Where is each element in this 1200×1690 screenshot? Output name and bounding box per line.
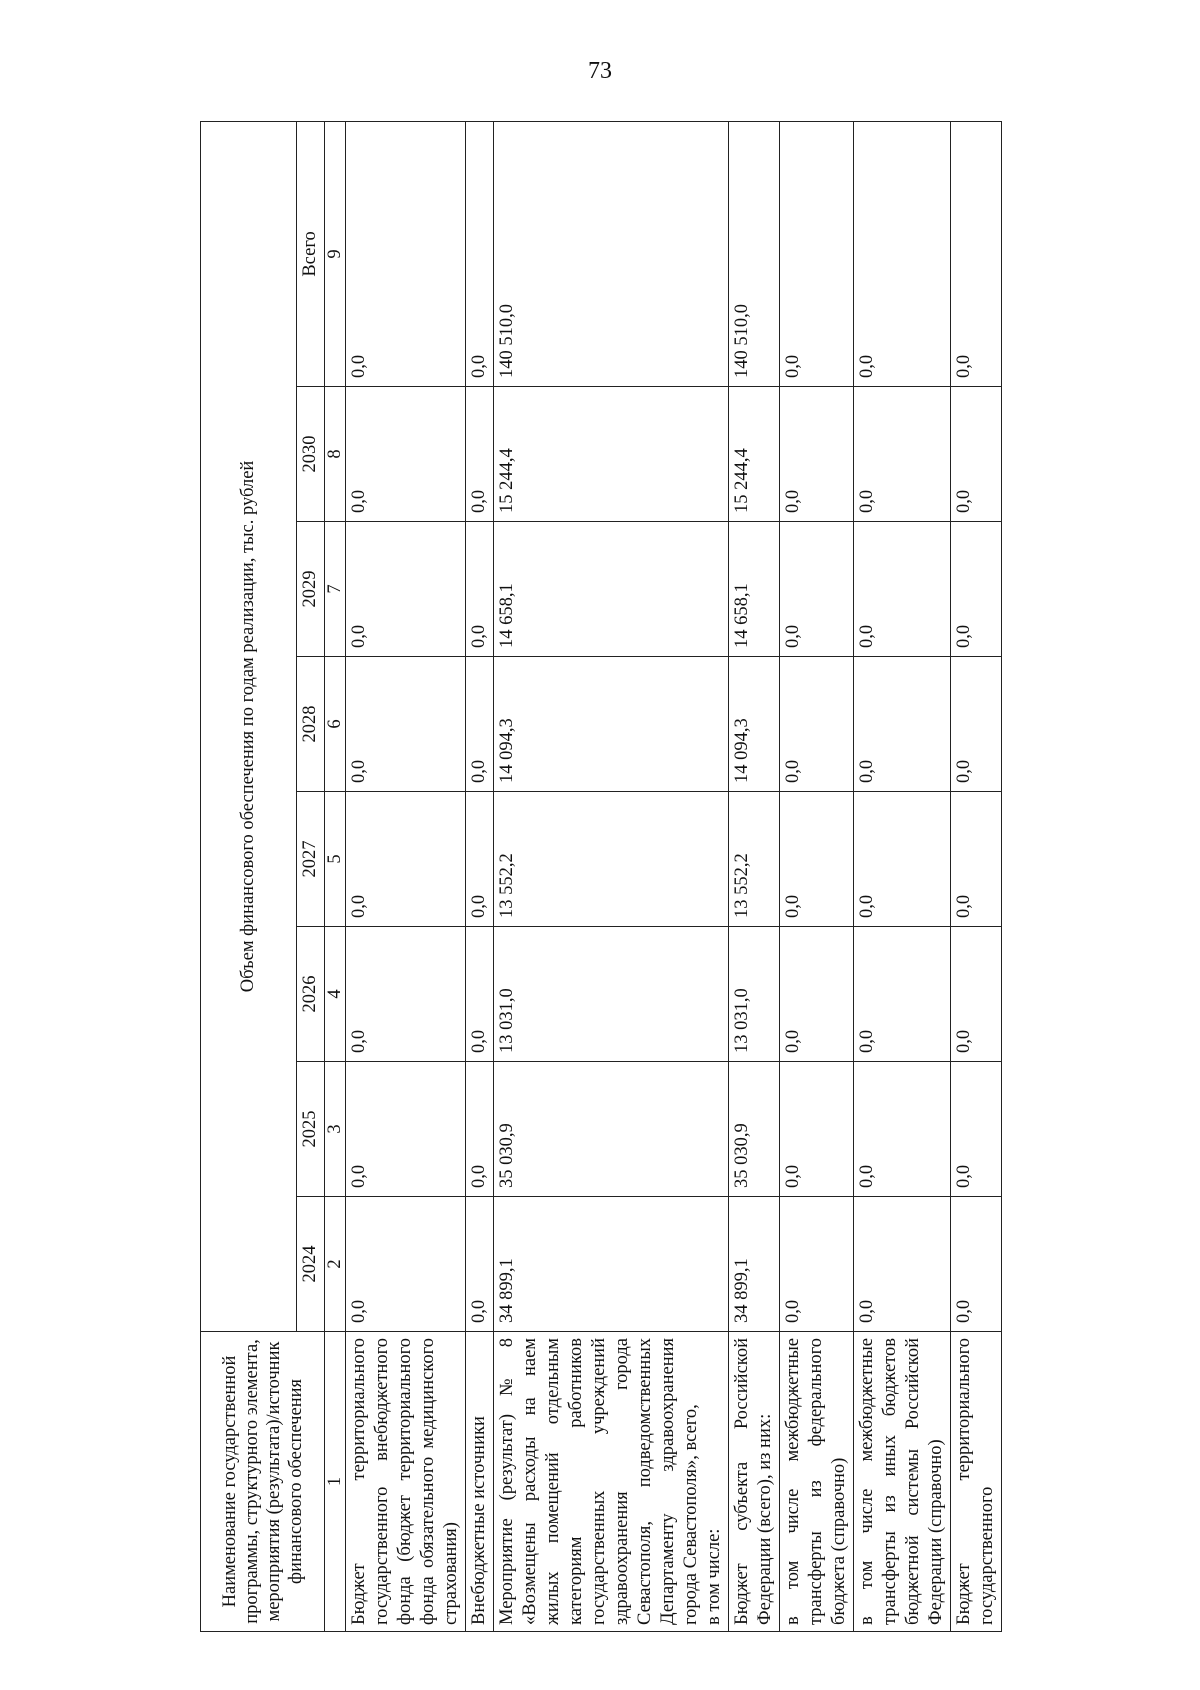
cell-value: 0,0 <box>780 657 854 792</box>
cell-value: 15 244,4 <box>729 387 780 522</box>
column-index: 3 <box>325 1062 346 1197</box>
cell-value: 140 510,0 <box>494 121 729 386</box>
cell-value: 0,0 <box>854 522 951 657</box>
total-header: Всего <box>297 121 325 386</box>
row-name <box>494 1332 729 1632</box>
cell-value: 0,0 <box>854 387 951 522</box>
cell-value: 0,0 <box>346 657 466 792</box>
cell-value: 14 658,1 <box>494 522 729 657</box>
year-header: 2027 <box>297 792 325 927</box>
year-header: 2028 <box>297 657 325 792</box>
cell-value: 15 244,4 <box>494 387 729 522</box>
cell-value: 0,0 <box>780 1062 854 1197</box>
page-number: 73 <box>588 58 612 84</box>
year-header: 2030 <box>297 387 325 522</box>
table-row <box>346 121 466 1631</box>
cell-value: 0,0 <box>951 387 1002 522</box>
column-index: 1 <box>325 1332 346 1632</box>
cell-value: 0,0 <box>951 121 1002 386</box>
cell-value: 35 030,9 <box>494 1062 729 1197</box>
cell-value: 14 094,3 <box>729 657 780 792</box>
cell-value: 0,0 <box>854 792 951 927</box>
table-row <box>951 121 1002 1631</box>
cell-value: 0,0 <box>780 927 854 1062</box>
cell-value: 0,0 <box>346 121 466 386</box>
volume-group-header: Объем финансового обеспечения по годам реализации, тыс. рублей <box>201 121 297 1331</box>
cell-value: 0,0 <box>780 522 854 657</box>
row-name: Внебюджетные источники <box>466 1332 494 1632</box>
table-row <box>494 121 729 1631</box>
cell-value: 0,0 <box>780 121 854 386</box>
year-header: 2026 <box>297 927 325 1062</box>
cell-value: 14 658,1 <box>729 522 780 657</box>
cell-value: 0,0 <box>466 927 494 1062</box>
cell-value: 0,0 <box>951 1062 1002 1197</box>
cell-value: 0,0 <box>951 522 1002 657</box>
cell-value: 0,0 <box>466 792 494 927</box>
cell-value: 0,0 <box>346 1062 466 1197</box>
cell-value: 0,0 <box>346 522 466 657</box>
column-index-row <box>325 121 346 1631</box>
row-name: Бюджет территориального государственного внебюджетного фонда (бюджет территориального фонда обязательного медицинского страхования) <box>346 1332 466 1632</box>
cell-value: 0,0 <box>466 121 494 386</box>
year-header: 2024 <box>297 1197 325 1332</box>
cell-value: 0,0 <box>466 387 494 522</box>
name-column-header: Наименование государственной программы, структурного элемента, мероприятия (результата)/источник финансового обеспечения <box>201 1332 325 1632</box>
cell-value: 0,0 <box>346 1197 466 1332</box>
cell-value: 0,0 <box>854 657 951 792</box>
row-name: в том числе межбюджетные трансферты из федерального бюджета (справочно) <box>780 1332 854 1632</box>
year-header: 2025 <box>297 1062 325 1197</box>
row-name-suffix: в том числе: <box>704 1528 724 1625</box>
column-index: 8 <box>325 387 346 522</box>
column-index: 6 <box>325 657 346 792</box>
cell-value: 0,0 <box>346 927 466 1062</box>
row-name: Бюджет территориального государственного <box>951 1332 1002 1632</box>
cell-value: 34 899,1 <box>729 1197 780 1332</box>
cell-value: 0,0 <box>951 792 1002 927</box>
row-name-text: Мероприятие (результат) № 8 «Возмещены расходы на наем жилых помещений отдельным категориям работников государственных учреждений здравоохранения города Севастополя, подведомственных Департаменту здравоохранения города Севастополя», всего, <box>497 1338 701 1625</box>
table-row <box>729 121 780 1631</box>
cell-value: 140 510,0 <box>729 121 780 386</box>
column-index: 4 <box>325 927 346 1062</box>
cell-value: 0,0 <box>951 657 1002 792</box>
table-row <box>854 121 951 1631</box>
header-row-top <box>201 121 297 1631</box>
cell-value: 13 552,2 <box>729 792 780 927</box>
cell-value: 34 899,1 <box>494 1197 729 1332</box>
cell-value: 0,0 <box>854 1062 951 1197</box>
column-index: 5 <box>325 792 346 927</box>
cell-value: 0,0 <box>854 927 951 1062</box>
cell-value: 0,0 <box>466 522 494 657</box>
row-name: в том числе межбюджетные трансферты из иных бюджетов бюджетной системы Российской Федерации (справочно) <box>854 1332 951 1632</box>
cell-value: 0,0 <box>951 927 1002 1062</box>
cell-value: 0,0 <box>346 387 466 522</box>
cell-value: 0,0 <box>466 1062 494 1197</box>
finance-table-rotated <box>200 122 997 1632</box>
cell-value: 0,0 <box>780 1197 854 1332</box>
cell-value: 35 030,9 <box>729 1062 780 1197</box>
table-row <box>466 121 494 1631</box>
cell-value: 0,0 <box>466 657 494 792</box>
cell-value: 13 031,0 <box>494 927 729 1062</box>
cell-value: 0,0 <box>780 792 854 927</box>
column-index: 7 <box>325 522 346 657</box>
cell-value: 0,0 <box>951 1197 1002 1332</box>
column-index: 9 <box>325 121 346 386</box>
cell-value: 0,0 <box>854 1197 951 1332</box>
table-row <box>780 121 854 1631</box>
year-header: 2029 <box>297 522 325 657</box>
row-name: Бюджет субъекта Российской Федерации (всего), из них: <box>729 1332 780 1632</box>
cell-value: 0,0 <box>466 1197 494 1332</box>
cell-value: 0,0 <box>854 121 951 386</box>
cell-value: 0,0 <box>780 387 854 522</box>
column-index: 2 <box>325 1197 346 1332</box>
cell-value: 0,0 <box>346 792 466 927</box>
cell-value: 13 552,2 <box>494 792 729 927</box>
cell-value: 13 031,0 <box>729 927 780 1062</box>
finance-table <box>200 121 1002 1632</box>
cell-value: 14 094,3 <box>494 657 729 792</box>
